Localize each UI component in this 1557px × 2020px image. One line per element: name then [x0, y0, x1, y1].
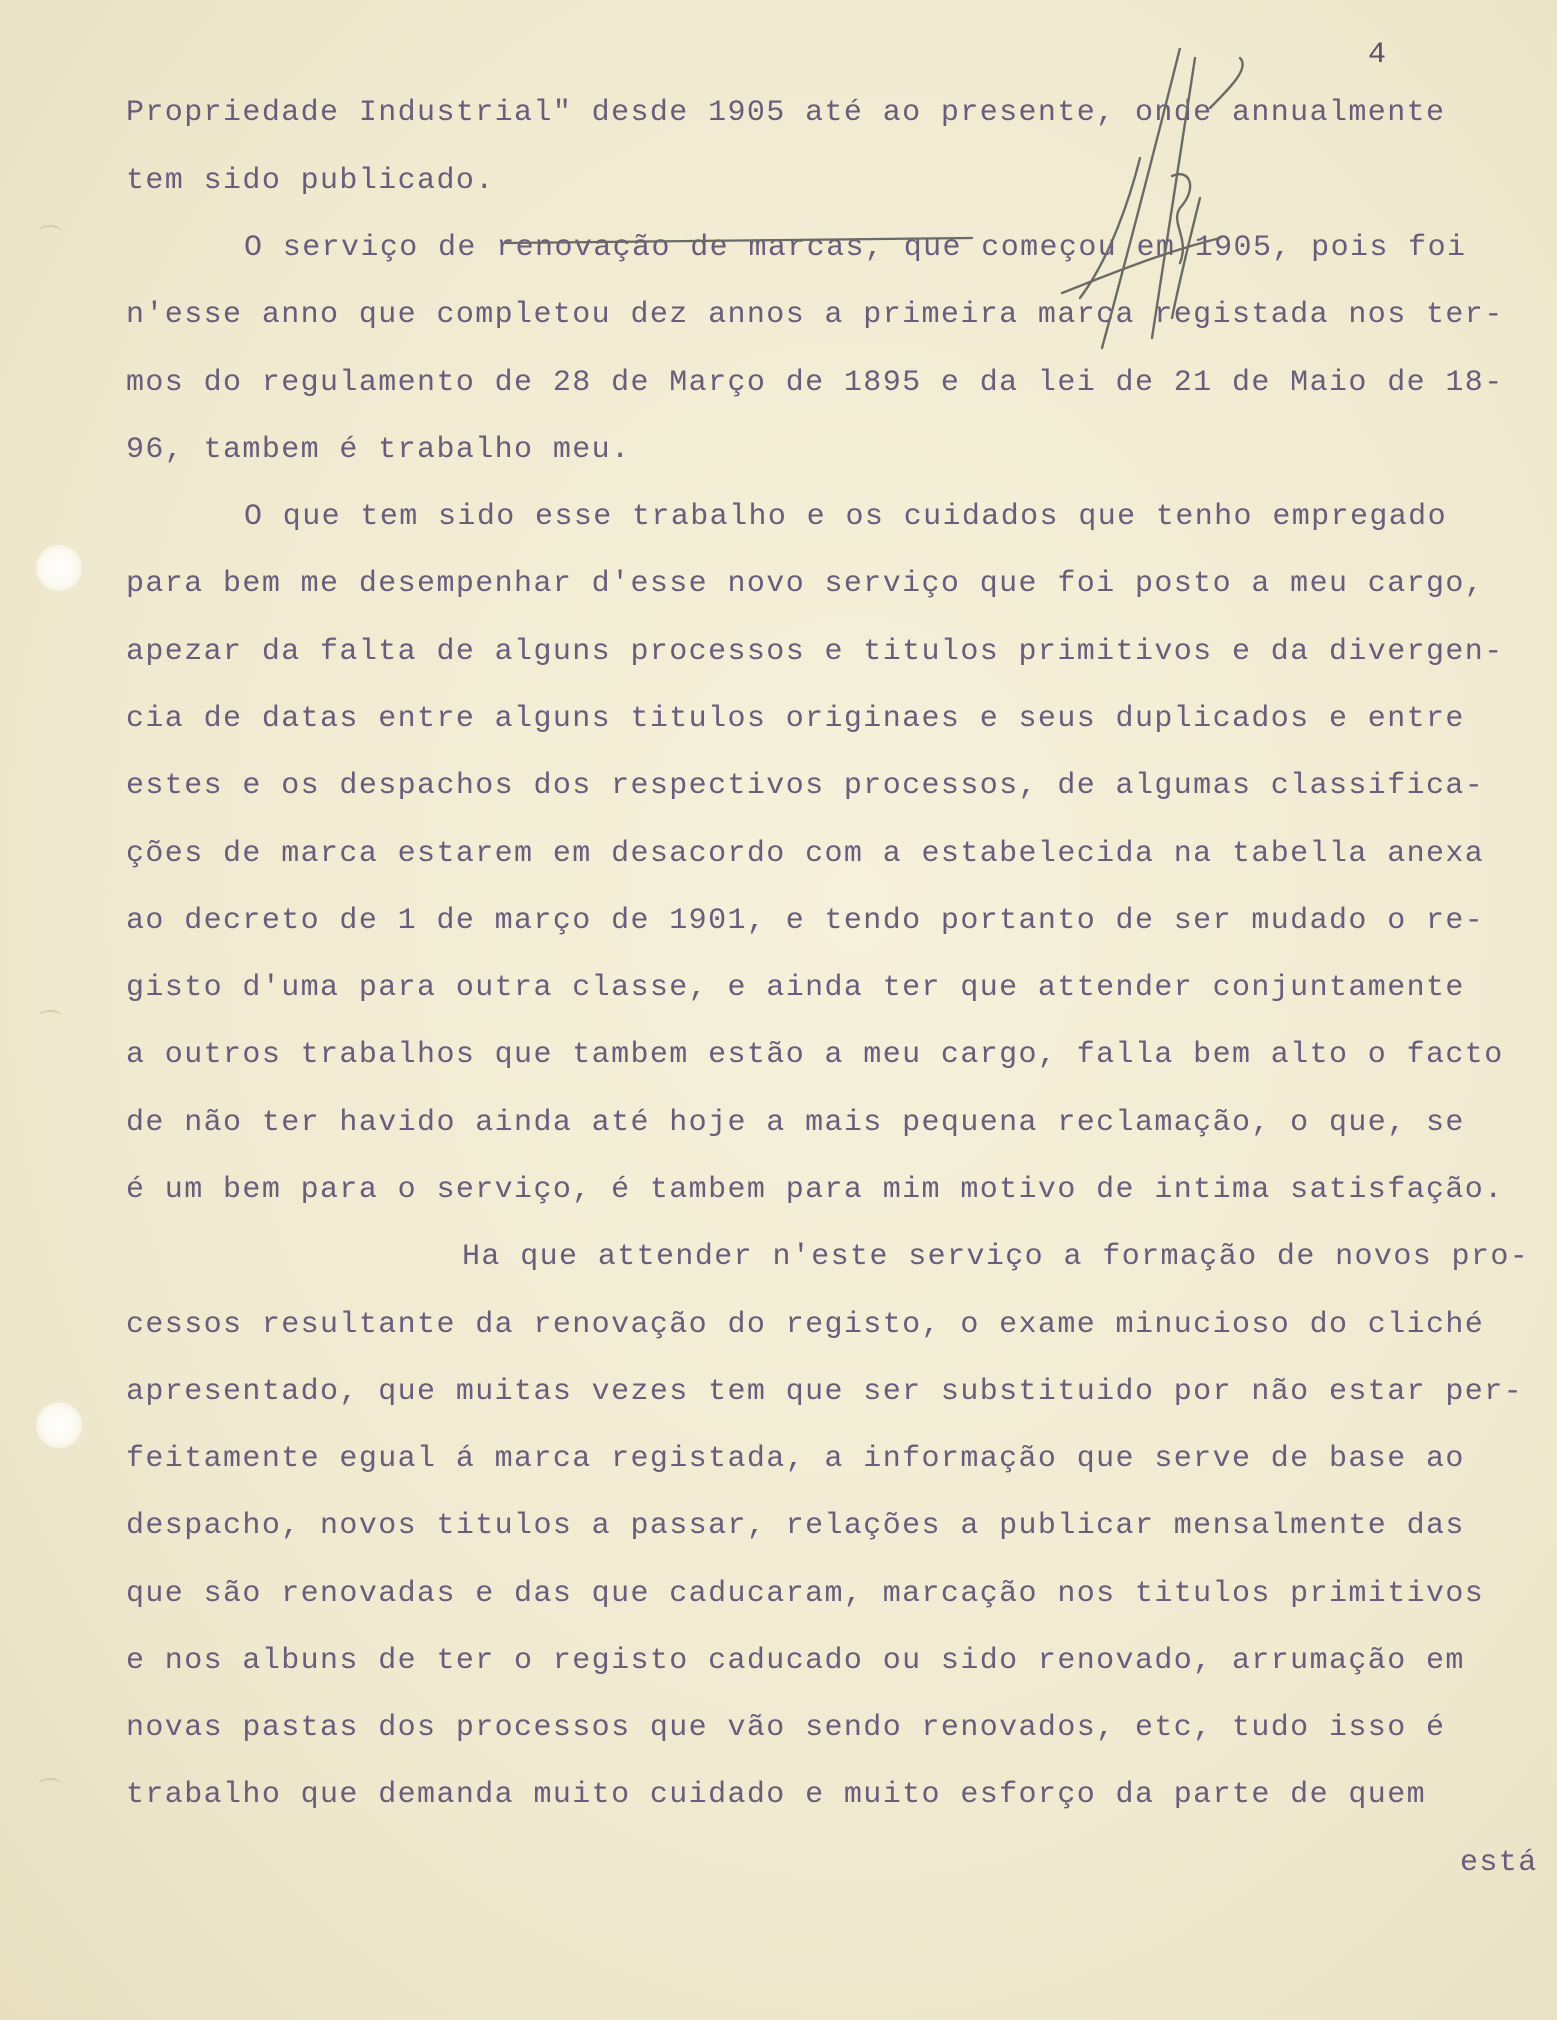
- text-line: apresentado, que muitas vezes tem que ser substituido por não estar per-: [126, 1375, 1524, 1409]
- text-line: e nos albuns de ter o registo caducado ou sido renovado, arrumação em: [126, 1644, 1465, 1678]
- text-line: 96, tambem é trabalho meu.: [126, 433, 631, 467]
- text-line: estes e os despachos dos respectivos processos, de algumas classifica-: [126, 769, 1485, 803]
- catchword: está: [1460, 1846, 1538, 1880]
- text-line: apezar da falta de alguns processos e titulos primitivos e da divergen-: [126, 635, 1504, 669]
- page-number: 4: [1368, 38, 1387, 72]
- text-line: trabalho que demanda muito cuidado e muito esforço da parte de quem: [126, 1778, 1426, 1812]
- text-line: novas pastas dos processos que vão sendo renovados, etc, tudo isso é: [126, 1711, 1446, 1745]
- text-line: ao decreto de 1 de março de 1901, e tendo portanto de ser mudado o re-: [126, 904, 1485, 938]
- text-line: tem sido publicado.: [126, 164, 495, 198]
- text-line: para bem me desempenhar d'esse novo serviço que foi posto a meu cargo,: [126, 567, 1485, 601]
- text-line: Ha que attender n'este serviço a formação de novos pro-: [462, 1240, 1530, 1274]
- text-line: é um bem para o serviço, é tambem para mim motivo de intima satisfação.: [126, 1173, 1504, 1207]
- text-line: O serviço de renovação de marcas, que começou em 1905, pois foi: [244, 231, 1467, 265]
- text-line: n'esse anno que completou dez annos a primeira marca registada nos ter-: [126, 298, 1504, 332]
- text-line: O que tem sido esse trabalho e os cuidados que tenho empregado: [244, 500, 1447, 534]
- text-line: gisto d'uma para outra classe, e ainda ter que attender conjuntamente: [126, 971, 1465, 1005]
- text-line: despacho, novos titulos a passar, relações a publicar mensalmente das: [126, 1509, 1465, 1543]
- text-line: feitamente egual á marca registada, a informação que serve de base ao: [126, 1442, 1465, 1476]
- pencil-initials-mark: [1040, 48, 1260, 368]
- text-line: mos do regulamento de 28 de Março de 1895 e da lei de 21 de Maio de 18-: [126, 366, 1504, 400]
- text-line: de não ter havido ainda até hoje a mais pequena reclamação, o que, se: [126, 1106, 1465, 1140]
- text-line: cia de datas entre alguns titulos originaes e seus duplicados e entre: [126, 702, 1465, 736]
- text-line: ções de marca estarem em desacordo com a estabelecida na tabella anexa: [126, 837, 1485, 871]
- text-line: a outros trabalhos que tambem estão a meu cargo, falla bem alto o facto: [126, 1038, 1504, 1072]
- text-line: cessos resultante da renovação do registo, o exame minucioso do cliché: [126, 1308, 1485, 1342]
- text-line: Propriedade Industrial" desde 1905 até ao presente, onde annualmente: [126, 96, 1446, 130]
- text-line: que são renovadas e das que caducaram, marcação nos titulos primitivos: [126, 1577, 1485, 1611]
